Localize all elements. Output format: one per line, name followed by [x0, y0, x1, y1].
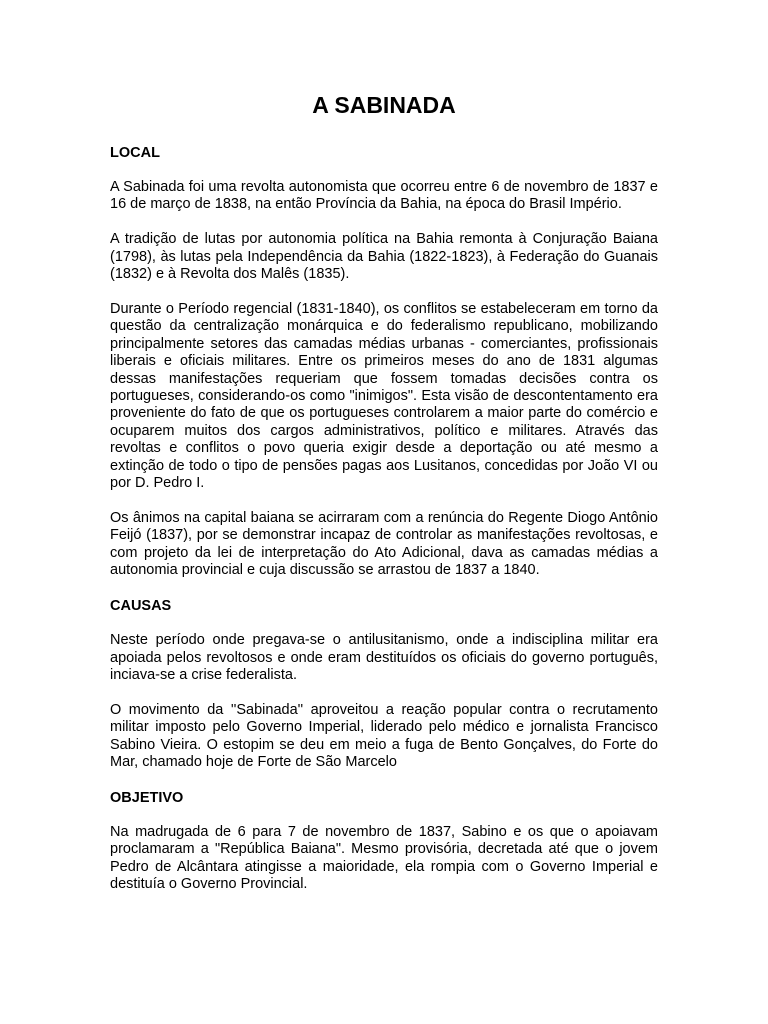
paragraph: Neste período onde pregava-se o antilusitanismo, onde a indisciplina militar era apoiada pelos revoltosos e onde eram destituídos os oficiais do governo português, inciava-se a crise federalista.: [110, 632, 658, 683]
paragraph: O movimento da ''Sabinada'' aproveitou a reação popular contra o recrutamento militar imposto pelo Governo Imperial, liderado pelo médico e jornalista Francisco Sabino Vieira. O estopim se deu em meio a fuga de Bento Gonçalves, do Forte do Mar, chamado hoje de Forte de São Marcelo: [110, 701, 658, 771]
section-local: [110, 144, 658, 580]
paragraph: Durante o Período regencial (1831-1840), os conflitos se estabeleceram em torno da questão da centralização monárquica e do federalismo republicano, mobilizando principalmente setores das camadas médias urbanas - comerciantes, profissionais liberais e oficiais militares. Entre os primeiros meses do ano de 1831 algumas dessas manifestações requeriam que fossem tomadas decisões contra os portugueses, considerando-os como "inimigos". Esta visão de descontentamento era proveniente do fato de que os portugueses controlarem a maior parte do comércio e ocuparem muitos dos cargos administrativos, político e militares. Através das revoltas e conflitos o povo queria exigir desde a deportação ou até mesmo a extinção de todo o tipo de pensões pagas aos Lusitanos, concedidas por João VI ou por D. Pedro I.: [110, 301, 658, 492]
section-causas: [110, 597, 658, 771]
paragraph: Na madrugada de 6 para 7 de novembro de 1837, Sabino e os que o apoiavam proclamaram a "República Baiana". Mesmo provisória, decretada até que o jovem Pedro de Alcântara atingisse a maioridade, ela rompia com o Governo Imperial e destituía o Governo Provincial.: [110, 823, 658, 893]
document-page: [110, 88, 658, 911]
paragraph: A Sabinada foi uma revolta autonomista que ocorreu entre 6 de novembro de 1837 e 16 de março de 1838, na então Província da Bahia, na época do Brasil Império.: [110, 179, 658, 213]
section-heading-objetivo: OBJETIVO: [110, 789, 184, 806]
paragraph: A tradição de lutas por autonomia política na Bahia remonta à Conjuração Baiana (1798), às lutas pela Independência da Bahia (1822-1823), à Federação do Guanais (1832) e à Revolta dos Malês (1835).: [110, 231, 658, 283]
document-title: A SABINADA: [312, 92, 456, 118]
section-heading-causas: CAUSAS: [110, 598, 172, 615]
section-objetivo: [110, 789, 658, 894]
section-heading-local: LOCAL: [110, 145, 160, 161]
paragraph: Os ânimos na capital baiana se acirraram com a renúncia do Regente Diogo Antônio Feijó (1837), por se demonstrar incapaz de controlar as manifestações revoltosas, e com projeto da lei de interpretação do Ato Adicional, dava as camadas médias a autonomia provincial e cuja discussão se arrastou de 1837 a 1840.: [110, 510, 658, 579]
